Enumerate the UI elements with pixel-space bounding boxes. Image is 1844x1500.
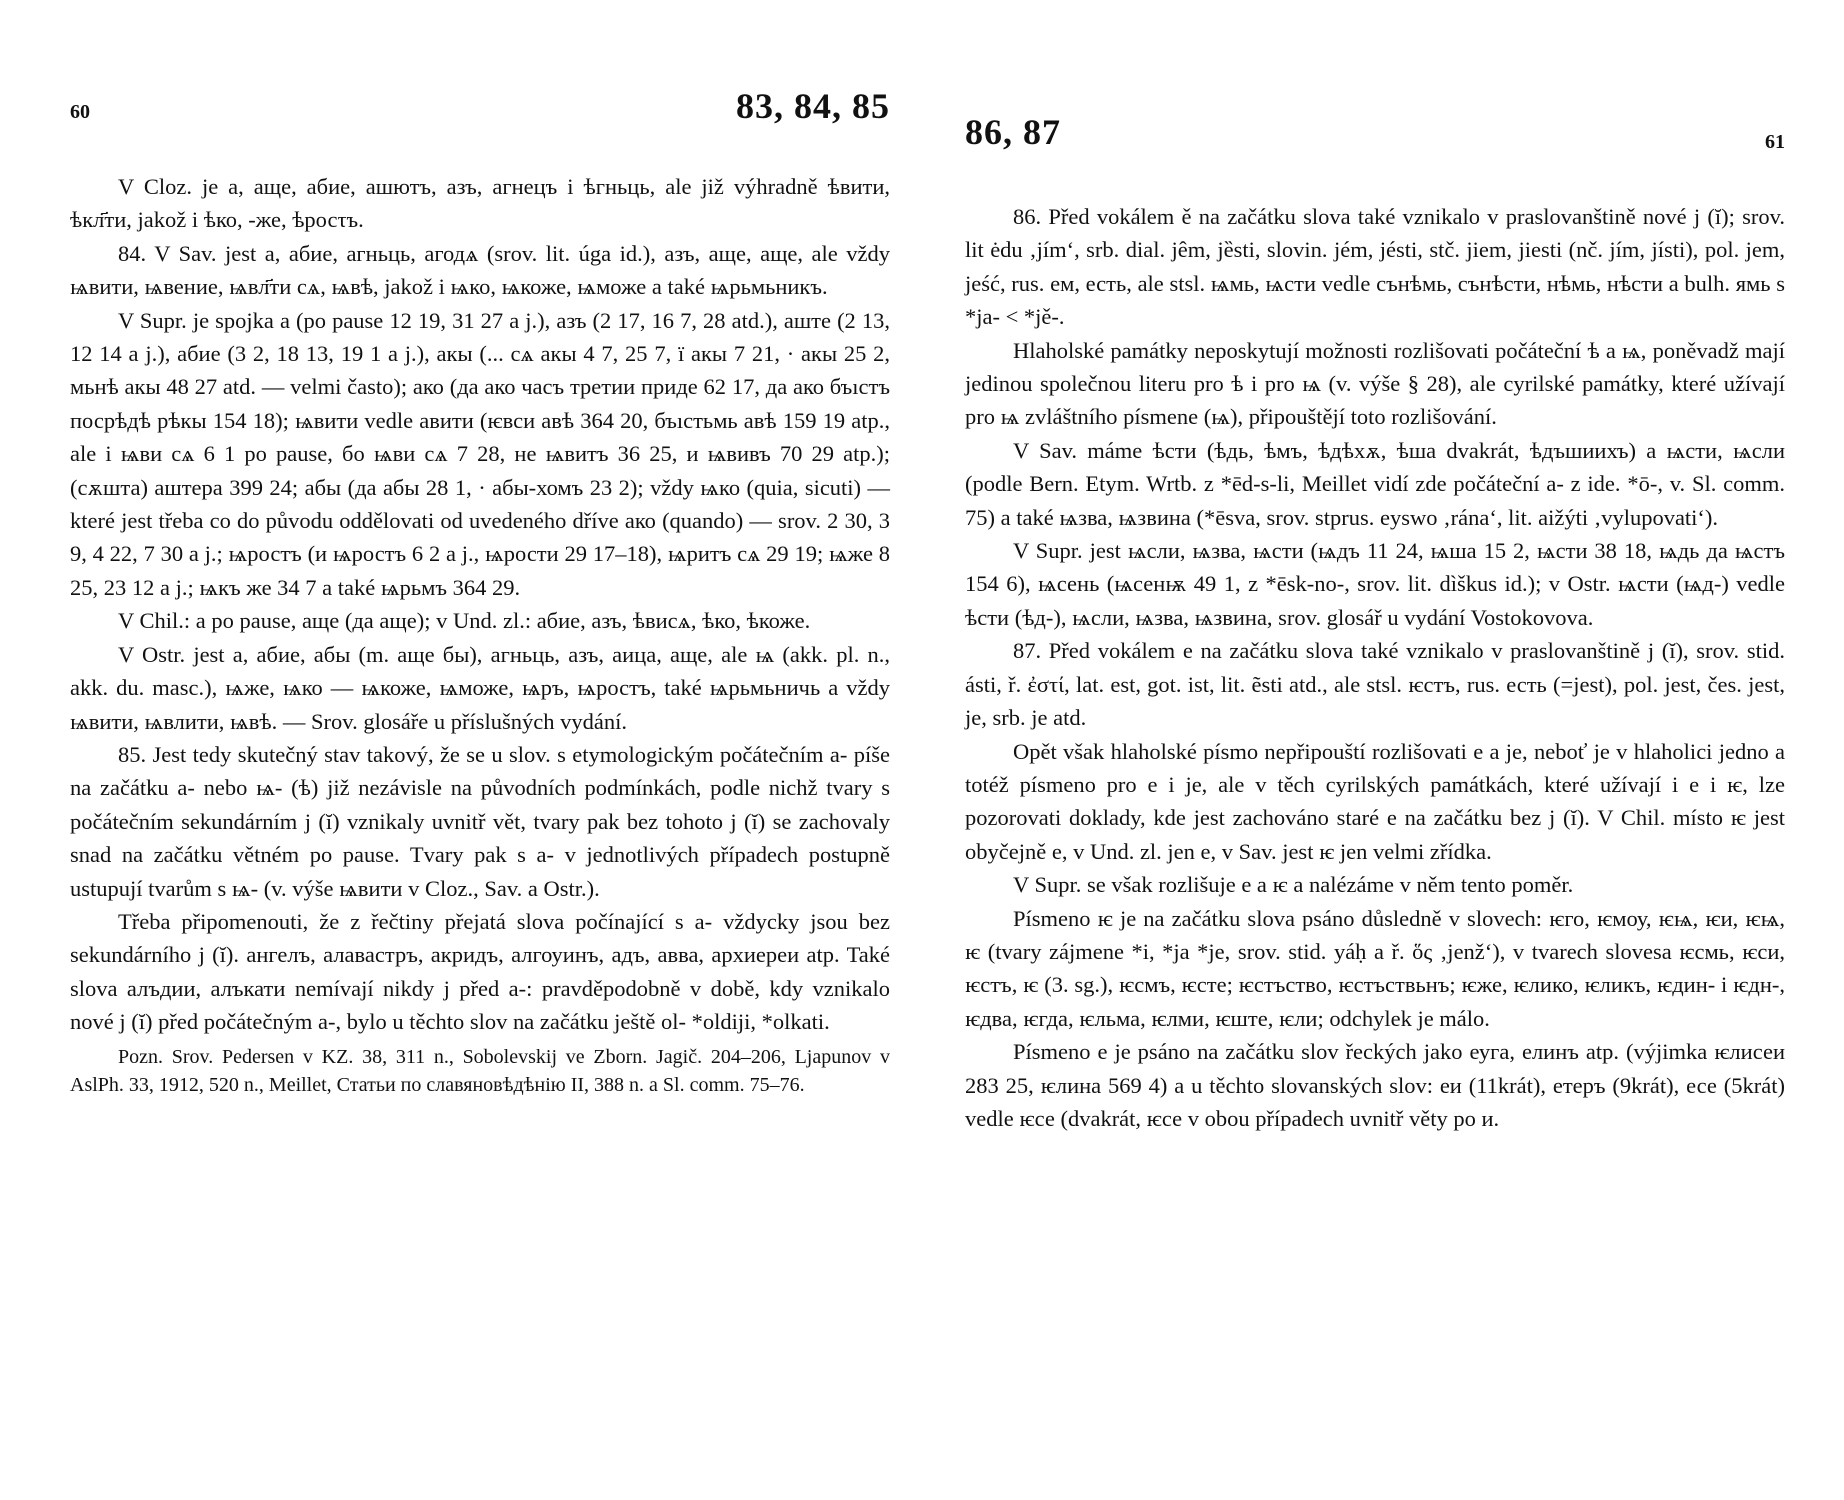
section-header: 86, 87 — [965, 112, 1061, 152]
paragraph: Hlaholské památky neposkytují možnosti rozlišovati počáteční ѣ a ѩ, poněvadž mají jedinou společnou literu pro ѣ i pro ѩ (v. výše § 28), ale cyrilské památky, které užívají pro ѩ zvláštního písmene (ѩ), připouštějí toto rozlišování. — [965, 337, 1785, 430]
paragraph: Písmeno ѥ je na začátku slova psáno důsledně v slovech: ѥго, ѥмоу, ѥѩ, ѥи, ѥѩ, ѥ (tvary zájmene *i, *ja *je, srov. stid. yáḥ a ř. ὅς ‚jenž‘), v tvarech slovesa ѥсмь, ѥси, ѥстъ, ѥ (3. sg.), ѥсмъ, ѥсте; ѥстъство, ѥстъствьнъ; ѥже, ѥлико, ѥликъ, ѥдин- i ѥдн-, ѥдва, ѥгда, ѥльма, ѥлми, ѥште, ѥли; odchylek je málo. — [965, 905, 1785, 1031]
paragraph: 84. V Sav. jest а, абие, агньць, агодѧ (srov. lit. úga id.), азъ, аще, аще, ale vždy ѩвити, ѩвение, ѩвл҃ти сѧ, ѩвѣ, jakož i ѩко, ѩкоже, ѩможе a také ѩрьмьникъ. — [70, 240, 890, 300]
page-body — [965, 200, 1785, 1135]
page-number: 61 — [1765, 131, 1785, 153]
paragraph: V Cloz. je а, аще, абие, ашютъ, азъ, агнецъ i ѣгньць, ale již výhradně ѣвити, ѣкл҃ти, jakož i ѣко, -же, ѣросτъ. — [70, 174, 890, 233]
page-number: 60 — [70, 101, 90, 123]
page-body — [70, 170, 890, 1099]
paragraph: V Ostr. jest а, абие, абы (m. аще бы), агньць, азъ, аица, аще, ale ѩ (akk. pl. n., akk. du. masc.), ѩже, ѩко — ѩкоже, ѩможе, ѩръ, ѩростъ, také ѩрьмьничь a vždy ѩвити, ѩвлити, ѩвѣ. — Srov. glosáře u příslušných vydání. — [70, 641, 890, 734]
section-header: 83, 84, 85 — [736, 86, 890, 126]
paragraph: 87. Před vokálem e na začátku slova také vznikalo v praslovanštině j (ĭ), srov. stid. ásti, ř. ἐστί, lat. est, got. ist, lit. ẽsti atd., ale stsl. ѥстъ, rus. есть (=jest), pol. jest, čes. jest, je, srb. je atd. — [965, 638, 1785, 731]
footnote: Pozn. Srov. Pedersen v KZ. 38, 311 n., Sobolevskij ve Zborn. Jagič. 204–206, Ljapunov v AslPh. 33, 1912, 520 n., Meillet, Статьи по славяновѣдѣнію II, 388 n. a Sl. comm. 75–76. — [70, 1045, 890, 1096]
paragraph: V Chil.: а po pause, аще (да аще); v Und. zl.: абие, азъ, ѣвисѧ, ѣко, ѣкоже. — [118, 608, 811, 634]
paragraph: V Supr. je spojka а (po pause 12 19, 31 27 a j.), азъ (2 17, 16 7, 28 atd.), аште (2 13, 12 14 a j.), абие (3 2, 18 13, 19 1 a j.), акы (... сѧ акы 4 7, 25 7, ї акы 7 21, · акы 25 2, мьнѣ акы 48 27 atd. — velmi často); ако (да ако часъ третии приде 62 17, да ако бъıстъ посрѣдѣ рѣкы 154 18); ѩвити vedle авити (ѥвси авѣ 364 20, бъıстьмь авѣ 159 19 atp., ale i ѩви сѧ 6 1 po pause, бо ѩви сѧ 7 28, не ѩвитъ 36 25, и ѩвивъ 70 29 atp.); (сѫшта) аштера 399 24; абы (да абы 28 1, · абы-хомъ 23 2); vždy ѩко (quia, sicuti) — které jest třeba co do původu oddělovati od uvedeného dříve ако (quando) — srov. 2 30, 3 9, 4 22, 7 30 a j.; ѩростъ (и ѩростъ 6 2 a j., ѩрости 29 17–18), ѩритъ сѧ 29 19; ѩже 8 25, 23 12 a j.; ѩкъ же 34 7 a také ѩрьмъ 364 29. — [70, 307, 890, 600]
paragraph: V Supr. se však rozlišuje е a ѥ a nalézáme v něm tento poměr. — [1013, 872, 1574, 898]
paragraph: 86. Před vokálem ě na začátku slova také vznikalo v praslovanštině nové j (ĭ); srov. lit ėdu ‚jím‘, srb. dial. jêm, jȅsti, slovin. jém, jésti, stč. jiem, jiesti (nč. jím, jísti), pol. jem, jeść, rus. ем, есть, ale stsl. ѩмь, ѩсти vedle сънѣмь, сънѣсти, нѣмь, нѣсти a bulh. ямь s *ja- < *jě-. — [965, 204, 1785, 330]
paragraph: Písmeno е je psáno na začátku slov řeckých jako еуга, елинъ atp. (výjimka ѥлисеи 283 25, ѥлина 569 4) a u těchto slovanských slov: еи (11krát), етеръ (9krát), есе (5krát) vedle ѥсе (dvakrát, ѥсе v obou případech uvnitř věty po и. — [965, 1039, 1785, 1131]
paragraph: 85. Jest tedy skutečný stav takový, že se u slov. s etymologickým počátečním a- píše na začátku а- nebo ѩ- (ѣ) již nezávisle na původních podmínkách, podle nichž tvary s počátečním sekundárním j (ĭ) vznikaly uvnitř vět, tvary pak bez tohoto j (ĭ) se zachovaly snad na začátku větném po pause. Tvary pak s а- v jednotlivých případech postupně ustupují tvarům s ѩ- (v. výše ѩвити v Cloz., Sav. a Ostr.). — [70, 741, 890, 901]
paragraph: V Supr. jest ѩсли, ѩзва, ѩсти (ѩдъ 11 24, ѩша 15 2, ѩсти 38 18, ѩдь да ѩстъ 154 6), ѩсень (ѩсенѭ 49 1, z *ēsk-no-, srov. lit. dìškus id.); v Ostr. ѩсти (ѩд-) vedle ѣсти (ѣд-), ѩсли, ѩзва, ѩзвина, srov. glosář u vydání Vostokovova. — [965, 538, 1785, 630]
paragraph: Opět však hlaholské písmo nepřipouští rozlišovati e a je, neboť je v hlaholici jedno a totéž písmeno pro e i je, ale v těch cyrilských památkách, které užívají i е i ѥ, lze pozorovati doklady, kde jest zachováno staré e na začátku bez j (ĭ). V Chil. místo ѥ jest obyčejně е, v Und. zl. jen е, v Sav. jest ѥ jen velmi zřídka. — [965, 738, 1785, 864]
paragraph: V Sav. máme ѣсти (ѣдь, ѣмъ, ѣдѣхѫ, ѣша dvakrát, ѣдъшиихъ) a ѩсти, ѩсли (podle Bern. Etym. Wrtb. z *ēd-s-li, Meillet vidí zde počáteční a- z ide. *ō-, v. Sl. comm. 75) a také ѩзва, ѩзвина (*ēsva, srov. stprus. eyswo ‚rána‘, lit. aižýti ‚vylupovati‘). — [965, 437, 1785, 530]
paragraph: Třeba připomenouti, že z řečtiny přejatá slova počínající s a- vždycky jsou bez sekundárního j (ĭ). ангелъ, алавастръ, акридъ, алгоуинъ, адъ, авва, архиереи atp. Také slova алъдии, алъкати nemívají nikdy j před a-: pravděpodobně v době, kdy vznikalo nové j (ĭ) před počátečným a-, bylo u těchto slov na začátku ještě ol- *oldiji, *olkati. — [70, 908, 890, 1035]
